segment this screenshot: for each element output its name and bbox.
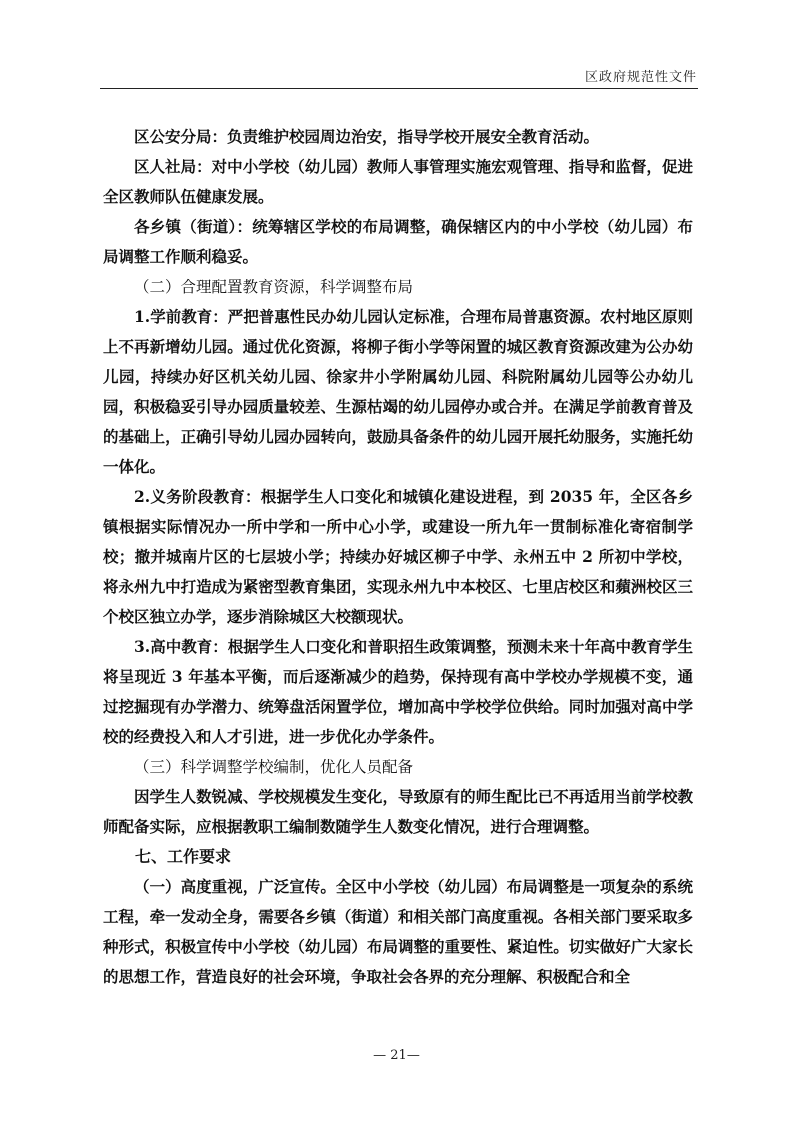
document-body — [103, 122, 693, 992]
paragraph-human-resources: 区人社局：对中小学校（幼儿园）教师人事管理实施宏观管理、指导和监督，促进全区教师队伍健康发展。 — [103, 157, 693, 206]
header-divider — [100, 88, 698, 89]
paragraph-preschool: 1.学前教育：严把普惠性民办幼儿园认定标准，合理布局普惠资源。农村地区原则上不再新增幼儿园。通过优化资源，将柳子街小学等闲置的城区教育资源改建为公办幼儿园，持续办好区机关幼儿园、徐家井小学附属幼儿园、科院附属幼儿园等公办幼儿园，积极稳妥引导办园质量较差、生源枯竭的幼儿园停办或合并。在满足学前教育普及的基础上，正确引导幼儿园办园转向，鼓励具备条件的幼儿园开展托幼服务，实施托幼一体化。 — [103, 307, 693, 476]
page-number: — 21— — [373, 1048, 420, 1063]
paragraph-publicity: （一）高度重视，广泛宣传。全区中小学校（幼儿园）布局调整是一项复杂的系统工程，牵一发动全身，需要各乡镇（街道）和相关部门高度重视。各相关部门要采取多种形式，积极宣传中小学校（幼儿园）布局调整的重要性、紧迫性。切实做好广大家长的思想工作，营造良好的社会环境，争取社会各界的充分理解、积极配合和全 — [103, 877, 693, 986]
paragraph-compulsory-education: 2.义务阶段教育：根据学生人口变化和城镇化建设进程，到 2035 年，全区各乡镇根据实际情况办一所中学和一所中心小学，或建设一所九年一贯制标准化寄宿制学校；撤并城南片区的七层坡小学；持续办好城区柳子中学、永州五中 2 所初中学校，将永州九中打造成为紧密型教育集团，实现永州九中本校区、七里店校区和蘋洲校区三个校区独立办学，逐步消除城区大校额现状。 — [103, 487, 693, 626]
paragraph-staffing: 因学生人数锐减、学校规模发生变化，导致原有的师生配比已不再适用当前学校教师配备实际，应根据教职工编制数随学生人数变化情况，进行合理调整。 — [103, 787, 693, 836]
chapter-heading-work-requirements: 七、工作要求 — [135, 847, 232, 866]
section-heading-2: （二）合理配置教育资源，科学调整布局 — [134, 278, 414, 296]
paragraph-public-security: 区公安分局：负责维护校园周边治安，指导学校开展安全教育活动。 — [134, 127, 600, 146]
section-heading-3: （三）科学调整学校编制，优化人员配备 — [134, 758, 414, 776]
document-header: 区政府规范性文件 — [584, 70, 697, 85]
paragraph-high-school: 3.高中教育：根据学生人口变化和普职招生政策调整，预测未来十年高中教育学生将呈现近 3 年基本平衡，而后逐渐减少的趋势，保持现有高中学校办学规模不变，通过挖掘现有办学潜力、统筹盘活闲置学位，增加高中学校学位供给。同时加强对高中学校的经费投入和人才引进，进一步优化办学条件。 — [103, 637, 693, 746]
paragraph-townships: 各乡镇（街道）：统筹辖区学校的布局调整，确保辖区内的中小学校（幼儿园）布局调整工作顺利稳妥。 — [103, 217, 693, 266]
